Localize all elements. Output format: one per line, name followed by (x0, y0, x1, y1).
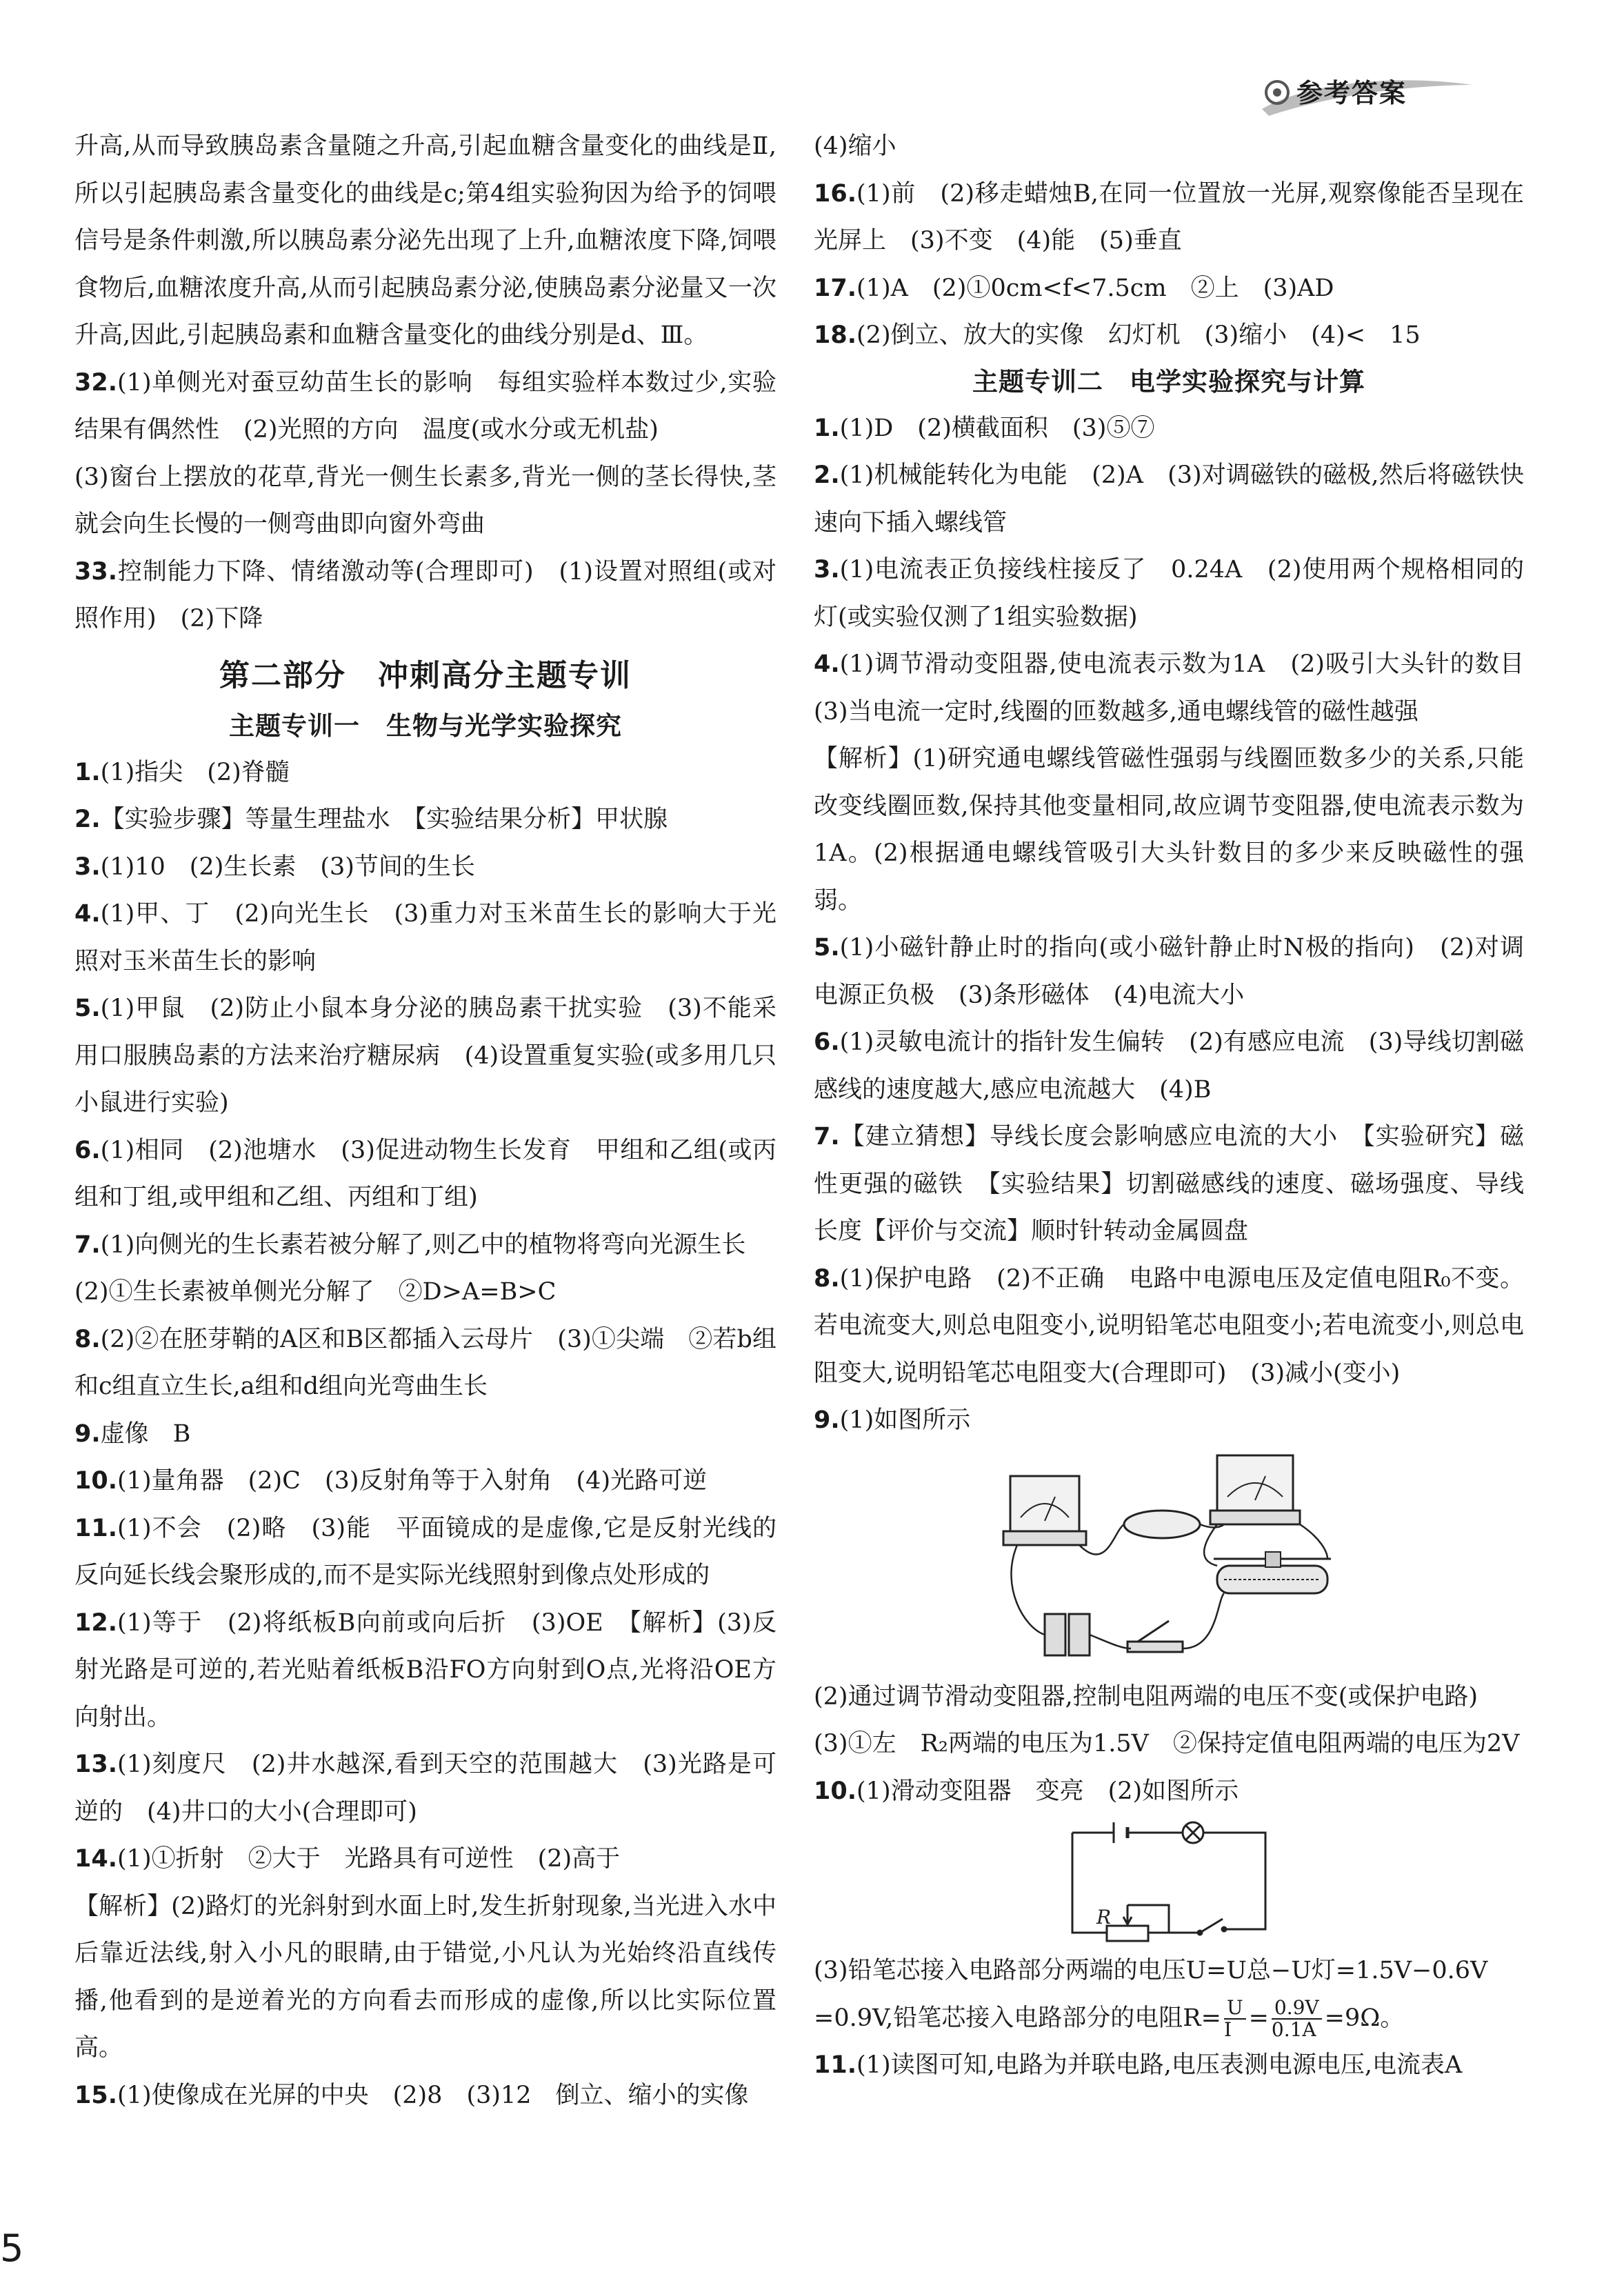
answer-32-part3: (3)窗台上摆放的花草,背光一侧生长素多,背光一侧的茎长得快,茎就会向生长慢的一侧弯曲即向窗外弯曲 (74, 463, 776, 538)
topic1-answer-14: 14.(1)①折射 ②大于 光路具有可逆性 (2)高于 (74, 1845, 621, 1873)
switch-icon (1127, 1621, 1183, 1652)
topic1-answer-12: 12.(1)等于 (2)将纸板B向前或向后折 (3)OE 【解析】(3)反射光路是可逆的,若光贴着纸板B沿FO方向射到O点,光将沿OE方向射出。 (74, 1608, 776, 1731)
q9-part2: (2)通过调节滑动变阻器,控制电阻两端的电压不变(或保护电路) (814, 1682, 1478, 1711)
topic1-answer-2: 2.【实验步骤】等量生理盐水 【实验结果分析】甲状腺 (74, 806, 668, 833)
topic1-answer-3: 3.(1)10 (2)生长素 (3)节间的生长 (74, 853, 475, 881)
right-column (814, 123, 1549, 2089)
topic1-answer-9: 9.虚像 B (74, 1420, 191, 1448)
fraction-u-over-i: $\frac{U}{I}$ (1224, 1998, 1246, 2040)
rheostat-slider (1123, 1905, 1169, 1933)
answer-15-part4: (4)缩小 (814, 132, 896, 160)
q10-part3-line1: (3)铅笔芯接入电路部分两端的电压U=U总−U灯=1.5V−0.6V (814, 1957, 1488, 1984)
topic1-answer-5: 5.(1)甲鼠 (2)防止小鼠本身分泌的胰岛素干扰实验 (3)不能采用口服胰岛素的方法来治疗糖尿病 (4)设置重复实验(或多用几只小鼠进行实验) (74, 995, 776, 1117)
topic2-answer-6: 6.(1)灵敏电流计的指针发生偏转 (2)有感应电流 (3)导线切割磁感线的速度越大,感应电流越大 (4)B (814, 1028, 1524, 1104)
topic2-answer-2: 2.(1)机械能转化为电能 (2)A (3)对调磁铁的磁极,然后将磁铁快速向下插入螺线管 (814, 461, 1524, 537)
topic2-answer-9: 9.(1)如图所示 (814, 1406, 971, 1434)
q10-circuit-schematic (1065, 1819, 1272, 1943)
topic1-answer-16: 16.(1)前 (2)移走蜡烛B,在同一位置放一光屏,观察像能否呈现在光屏上 (3)不变 (4)能 (5)垂直 (814, 179, 1524, 255)
q10-part3-line2: =0.9V,铅笔芯接入电路部分的电阻R= $\frac{U}{I}$ = $\frac{0.9V}{0.1A}$ =9Ω。 (814, 1996, 1405, 2041)
header-title: 参考答案 (1296, 78, 1407, 108)
topic2-answer-4-analysis: 【解析】(1)研究通电螺线管磁性强弱与线圈匝数多少的关系,只能改变线圈匝数,保持其他变量相同,故应调节变阻器,使电流表示数为1A。(2)根据通电螺线管吸引大头针数目的多少来反映磁性的强弱。 (814, 745, 1524, 915)
q9-part3: (3)①左 R₂两端的电压为1.5V ②保持定值电阻两端的电压为2V (814, 1730, 1520, 1757)
rheostat-symbol (1107, 1926, 1148, 1941)
topic2-answer-7: 7.【建立猜想】导线长度会影响感应电流的大小 【实验研究】磁性更强的磁铁 【实验结果】切割磁感线的速度、磁场强度、导线长度【评价与交流】顺时针转动金属圆盘 (814, 1123, 1524, 1245)
topic1-answer-14-analysis: 【解析】(2)路灯的光斜射到水面上时,发生折射现象,当光进入水中后靠近法线,射入小凡的眼睛,由于错觉,小凡认为光始终沿直线传播,他看到的是逆着光的方向看去而形成的虚像,所以比实际位置高。 (74, 1892, 776, 2062)
ammeter-icon (1003, 1476, 1086, 1545)
topic1-answer-7: 7.(1)向侧光的生长素若被分解了,则乙中的植物将弯向光源生长 (74, 1231, 746, 1259)
topic-two-title: 主题专训二 电学实验探究与计算 (972, 366, 1365, 397)
part-two-title: 第二部分 冲刺高分主题专训 (219, 657, 632, 693)
switch-symbol (1200, 1919, 1223, 1933)
topic1-answer-11: 11.(1)不会 (2)略 (3)能 平面镜成的是虚像,它是反射光线的反向延长线会聚形成的,而不是实际光线照射到像点处形成的 (74, 1514, 776, 1589)
fraction-values: $\frac{0.9V}{0.1A}$ (1272, 1998, 1322, 2040)
topic1-answer-13: 13.(1)刻度尺 (2)井水越深,看到天空的范围越大 (3)光路是可逆的 (4)井口的大小(合理即可) (74, 1751, 776, 1826)
topic1-answer-4: 4.(1)甲、丁 (2)向光生长 (3)重力对玉米苗生长的影响大于光照对玉米苗生长的影响 (74, 900, 776, 975)
topic2-answer-3: 3.(1)电流表正负接线柱接反了 0.24A (2)使用两个规格相同的灯(或实验仅测了1组实验数据) (814, 556, 1524, 631)
topic1-answer-15: 15.(1)使像成在光屏的中央 (2)8 (3)12 倒立、缩小的实像 (74, 2081, 749, 2109)
topic2-answer-8: 8.(1)保护电路 (2)不正确 电路中电源电压及定值电阻R₀不变。若电流变大,则总电阻变小,说明铅笔芯电阻变小;若电流变小,则总电阻变大,说明铅笔芯电阻变大(合理即可) (3)减小(变小) (814, 1264, 1524, 1387)
q9-circuit-figure (996, 1448, 1341, 1669)
left-column (74, 123, 776, 2119)
answer-33: 33.控制能力下降、情绪激动等(合理即可) (1)设置对照组(或对照作用) (2)下降 (74, 557, 776, 632)
topic1-answer-8: 8.(2)②在胚芽鞘的A区和B区都插入云母片 (3)①尖端 ②若b组和c组直立生长,a组和d组向光弯曲生长 (74, 1325, 776, 1400)
topic1-answer-6: 6.(1)相同 (2)池塘水 (3)促进动物生长发育 甲组和乙组(或丙组和丁组,或甲组和乙组、丙组和丁组) (74, 1136, 776, 1211)
topic1-answer-10: 10.(1)量角器 (2)C (3)反射角等于入射角 (4)光路可逆 (74, 1467, 708, 1495)
answer-32: 32.(1)单侧光对蚕豆幼苗生长的影响 每组实验样本数过少,实验结果有偶然性 (2)光照的方向 温度(或水分或无机盐) (74, 368, 776, 444)
resistor-label: R (1096, 1906, 1112, 1929)
topic2-answer-10: 10.(1)滑动变阻器 变亮 (2)如图所示 (814, 1777, 1239, 1805)
topic1-answer-7-part2: (2)①生长素被单侧光分解了 ②D>A=B>C (74, 1278, 557, 1306)
answer-continuation: 升高,从而导致胰岛素含量随之升高,引起血糖含量变化的曲线是Ⅱ,所以引起胰岛素含量变化的曲线是c;第4组实验狗因为给予的饲喂信号是条件刺激,所以胰岛素分泌先出现了上升,血糖浓度下降,饲喂食物后,血糖浓度升高,从而引起胰岛素分泌,使胰岛素分泌量又一次升高,因此,引起胰岛素和血糖含量变化的曲线分别是d、Ⅲ。 (74, 132, 776, 349)
topic2-answer-4: 4.(1)调节滑动变阻器,使电流表示数为1A (2)吸引大头针的数目 (3)当电流一定时,线圈的匝数越多,通电螺线管的磁性越强 (814, 650, 1549, 726)
topic2-answer-11: 11.(1)读图可知,电路为并联电路,电压表测电源电压,电流表A (814, 2051, 1463, 2079)
page-number: 5 (0, 2227, 24, 2270)
topic1-answer-1: 1.(1)指尖 (2)脊髓 (74, 758, 290, 786)
battery-icon (1045, 1614, 1090, 1655)
topic1-answer-17: 17.(1)A (2)①0cm<f<7.5cm ②上 (3)AD (814, 274, 1334, 302)
topic1-answer-18: 18.(2)倒立、放大的实像 幻灯机 (3)缩小 (4)< 15 (814, 321, 1421, 349)
topic2-answer-1: 1.(1)D (2)横截面积 (3)⑤⑦ (814, 414, 1155, 442)
resistor-icon (1124, 1511, 1200, 1538)
topic-one-title: 主题专训一 生物与光学实验探究 (229, 710, 622, 741)
rheostat-icon (1214, 1552, 1331, 1593)
voltmeter-icon (1210, 1455, 1300, 1524)
topic2-answer-5: 5.(1)小磁针静止时的指向(或小磁针静止时N极的指向) (2)对调电源正负极 (3)条形磁体 (4)电流大小 (814, 934, 1524, 1009)
